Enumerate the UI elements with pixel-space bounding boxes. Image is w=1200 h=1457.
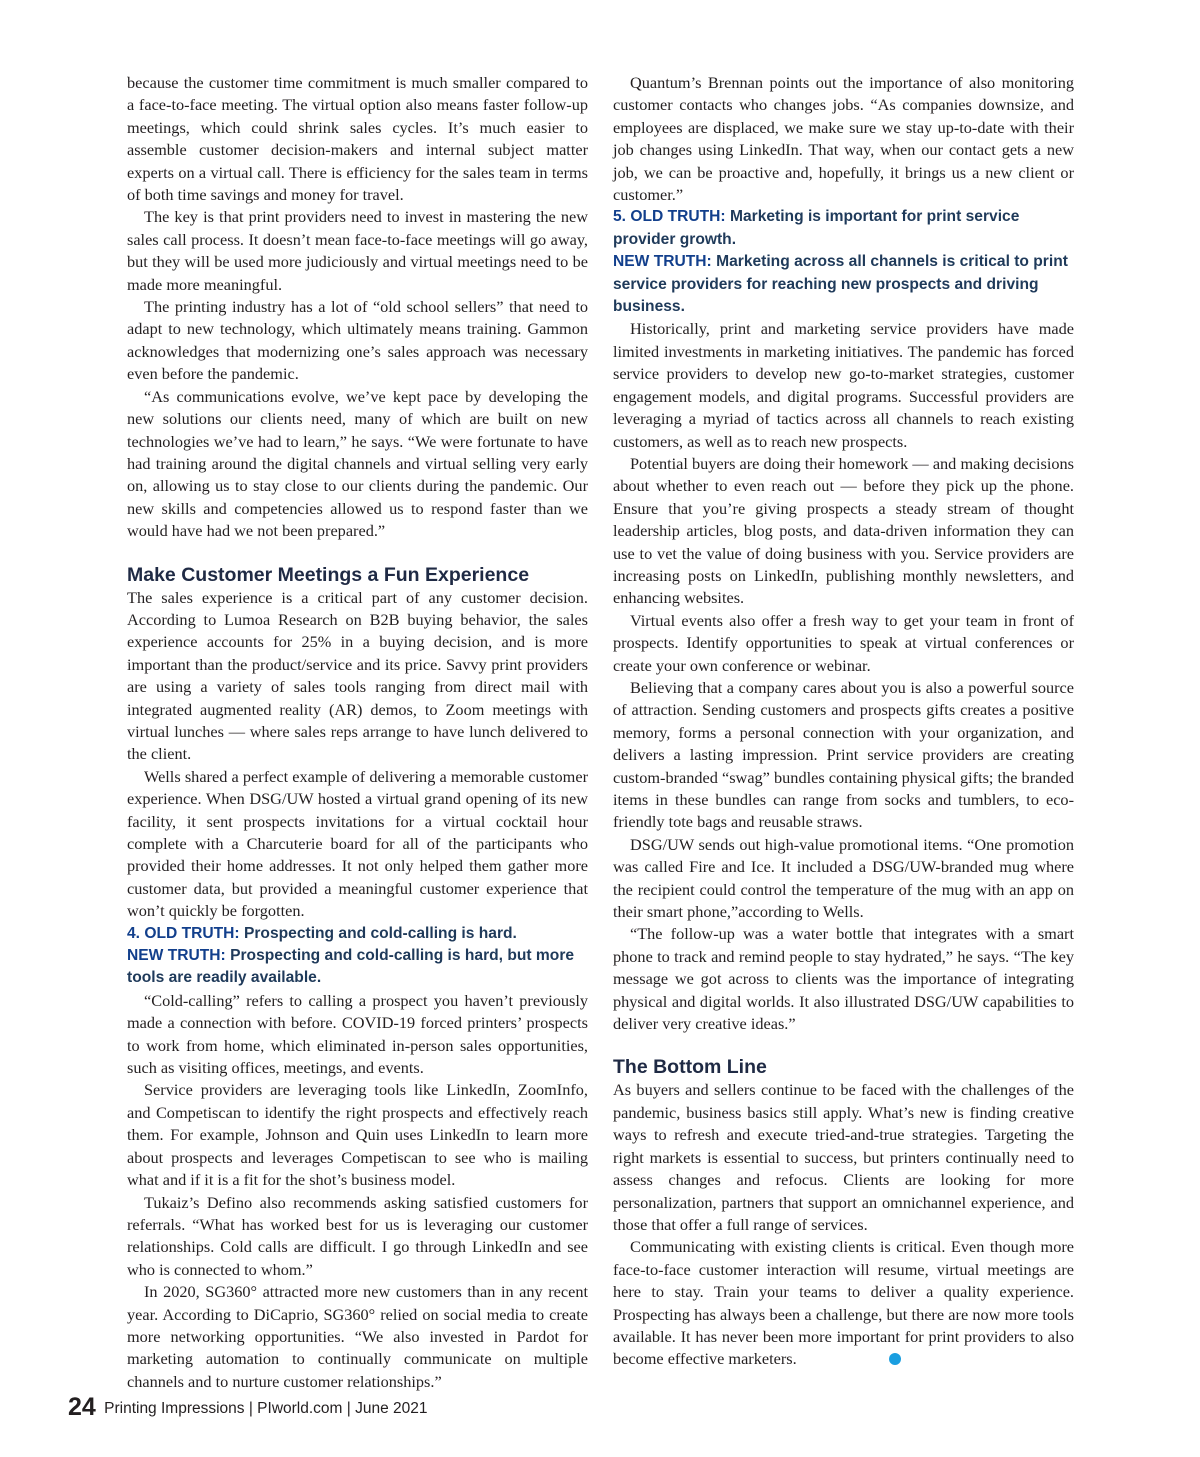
body-paragraph: Virtual events also offer a fresh way to get your team in front of prospects. Identify opportunities to speak at virtual conferences or create your own conference or webinar. — [613, 610, 1074, 675]
old-truth-tag: 4. OLD TRUTH: — [127, 924, 240, 942]
body-paragraph: Service providers are leveraging tools like LinkedIn, ZoomInfo, and Competiscan to identify the right prospects and effectively reach them. For example, Johnson and Quin uses LinkedIn to learn more about prospects and leverages Competiscan to see who is mailing what and if it is a fit for the shot’s business model. — [127, 1080, 588, 1190]
body-paragraph: “Cold-calling” refers to calling a prospect you haven’t previously made a connection with before. COVID-19 forced printers’ prospects to work from home, which eliminated in-person sales opportunities, such as visiting offices, meetings, and events. — [127, 990, 588, 1078]
section-heading-customer-meetings: Make Customer Meetings a Fun Experience — [127, 563, 530, 586]
new-truth-5 — [613, 251, 1074, 318]
page-number: 24 — [68, 1393, 96, 1421]
body-paragraph: Wells shared a perfect example of delivering a memorable customer experience. When DSG/UW hosted a virtual grand opening of its new facility, it sent prospects invitations for a virtual cocktail hour complete with a Charcuterie board for all of the participants who provided their home addresses. It not only helped them gather more customer data, but provided a meaningful customer experience that won’t quickly be forgotten. — [127, 766, 588, 921]
body-paragraph: The sales experience is a critical part of any customer decision. According to Lumoa Research on B2B buying behavior, the sales experience accounts for 25% in a buying decision, and is more important than the product/service and its price. Savvy print providers are using a variety of sales tools ranging from direct mail with integrated augmented reality (AR) demos, to Zoom meetings with virtual lunches — where sales reps arrange to have lunch delivered to the client. — [127, 587, 588, 764]
new-truth-4 — [127, 945, 588, 990]
right-column — [613, 72, 1074, 1371]
body-paragraph: Historically, print and marketing service providers have made limited investments in marketing initiatives. The pandemic has forced service providers to develop new go-to-market strategies, customer engagement models, and digital programs. Successful providers are leveraging a myriad of tactics across all channels to reach existing customers, as well as to reach new prospects. — [613, 319, 1074, 451]
body-paragraph: Tukaiz’s Defino also recommends asking satisfied customers for referrals. “What has worked best for us is leveraging our customer relationships. Cold calls are difficult. I go through LinkedIn and see who is connected to whom.” — [127, 1192, 588, 1279]
new-truth-tag: NEW TRUTH: — [127, 947, 226, 965]
new-truth-text: Prospecting and cold-calling is hard, but more tools are readily available. — [127, 947, 575, 987]
body-paragraph: “As communications evolve, we’ve kept pace by developing the new solutions our clients need, many of which are built on new technologies we’ve had to learn,” he says. “We were fortunate to have had training around the digital channels and virtual selling very early on, allowing us to stay close to our clients during the pandemic. Our new skills and competencies allowed us to respond faster than we would have had we not been prepared.” — [127, 386, 588, 541]
old-truth-text: Prospecting and cold-calling is hard. — [239, 924, 517, 942]
end-of-article-dot-icon — [889, 1353, 901, 1365]
section-heading-bottom-line: The Bottom Line — [613, 1056, 767, 1079]
old-truth-text: Marketing is important for print service provider growth. — [613, 208, 1020, 248]
footer-publication-info: Printing Impressions | PIworld.com | June 2021 — [104, 1400, 428, 1417]
body-paragraph-final — [613, 1236, 1074, 1370]
body-paragraph: Believing that a company cares about you is also a powerful source of attraction. Sending customers and prospects gifts creates a positive memory, forms a personal connection with your organization, and delivers a lasting impression. Print service providers are creating custom-branded “swag” bundles containing physical gifts; the branded items in these bundles can range from socks and tumblers, to eco-friendly tote bags and reusable straws. — [613, 677, 1074, 832]
new-truth-tag: NEW TRUTH: — [613, 253, 712, 271]
body-paragraph: “The follow-up was a water bottle that integrates with a smart phone to track and remind people to stay hydrated,” he says. “The key message we got across to clients was the importance of integrating physical and digital worlds. It also illustrated DSG/UW capabilities to deliver very creative ideas.” — [613, 924, 1074, 1034]
body-paragraph: As buyers and sellers continue to be faced with the challenges of the pandemic, business basics still apply. What’s new is finding creative ways to refresh and execute tried-and-true strategies. Targeting the right markets is essential to success, but printers continually need to assess changes and refocus. Clients are looking for more personalization, partners that support an omnichannel experience, and those that offer a full range of services. — [613, 1080, 1074, 1234]
page-footer — [68, 1393, 428, 1422]
body-paragraph: The printing industry has a lot of “old school sellers” that need to adapt to new technology, which ultimately means training. Gammon acknowledges that modernizing one’s sales approach was necessary even before the pandemic. — [127, 297, 588, 384]
old-truth-5 — [613, 206, 1074, 251]
left-column — [127, 72, 588, 1393]
new-truth-text: Marketing across all channels is critical to print service providers for reaching new prospects and driving business. — [613, 253, 1068, 316]
body-paragraph: Potential buyers are doing their homework — and making decisions about whether to even reach out — before they pick up the phone. Ensure that you’re giving prospects a steady stream of thought leadership articles, blog posts, and data-driven information they can use to vet the value of doing business with you. Service providers are increasing posts on LinkedIn, publishing monthly newsletters, and enhancing websites. — [613, 453, 1074, 608]
final-paragraph-text: Communicating with existing clients is critical. Even though more face-to-face customer interaction will resume, virtual meetings are here to stay. Train your teams to deliver a quality experience. Prospecting has always been a challenge, but there are now more tools available. It has never been more important for print providers to also become effective marketers. — [613, 1237, 1074, 1369]
body-paragraph: In 2020, SG360° attracted more new customers than in any recent year. According to DiCaprio, SG360° relied on social media to create more networking opportunities. “We also invested in Pardot for marketing automation to continually communicate on multiple channels and to nurture customer relationships.” — [127, 1282, 588, 1391]
old-truth-4 — [127, 923, 588, 945]
old-truth-tag: 5. OLD TRUTH: — [613, 208, 726, 226]
body-paragraph: The key is that print providers need to invest in mastering the new sales call process. It doesn’t mean face-to-face meetings will go away, but they will be used more judiciously and virtual meetings need to be made more meaningful. — [127, 207, 588, 294]
body-paragraph: Quantum’s Brennan points out the importance of also monitoring customer contacts who changes jobs. “As companies downsize, and employees are displaced, we make sure we stay up-to-date with their job changes using LinkedIn. That way, when our contact gets a new job, we can be proactive and, hopefully, it brings us a new client or customer.” — [613, 73, 1074, 205]
body-paragraph: DSG/UW sends out high-value promotional items. “One promotion was called Fire and Ice. It included a DSG/UW-branded mug where the recipient could control the temperature of the mug with an app on their smart phone,”according to Wells. — [613, 834, 1074, 922]
body-paragraph: because the customer time commitment is much smaller compared to a face-to-face meeting. The virtual option also means faster follow-up meetings, which could shrink sales cycles. It’s much easier to assemble customer decision-makers and internal subject matter experts on a virtual call. There is efficiency for the sales team in terms of both time savings and money for travel. — [127, 73, 588, 205]
